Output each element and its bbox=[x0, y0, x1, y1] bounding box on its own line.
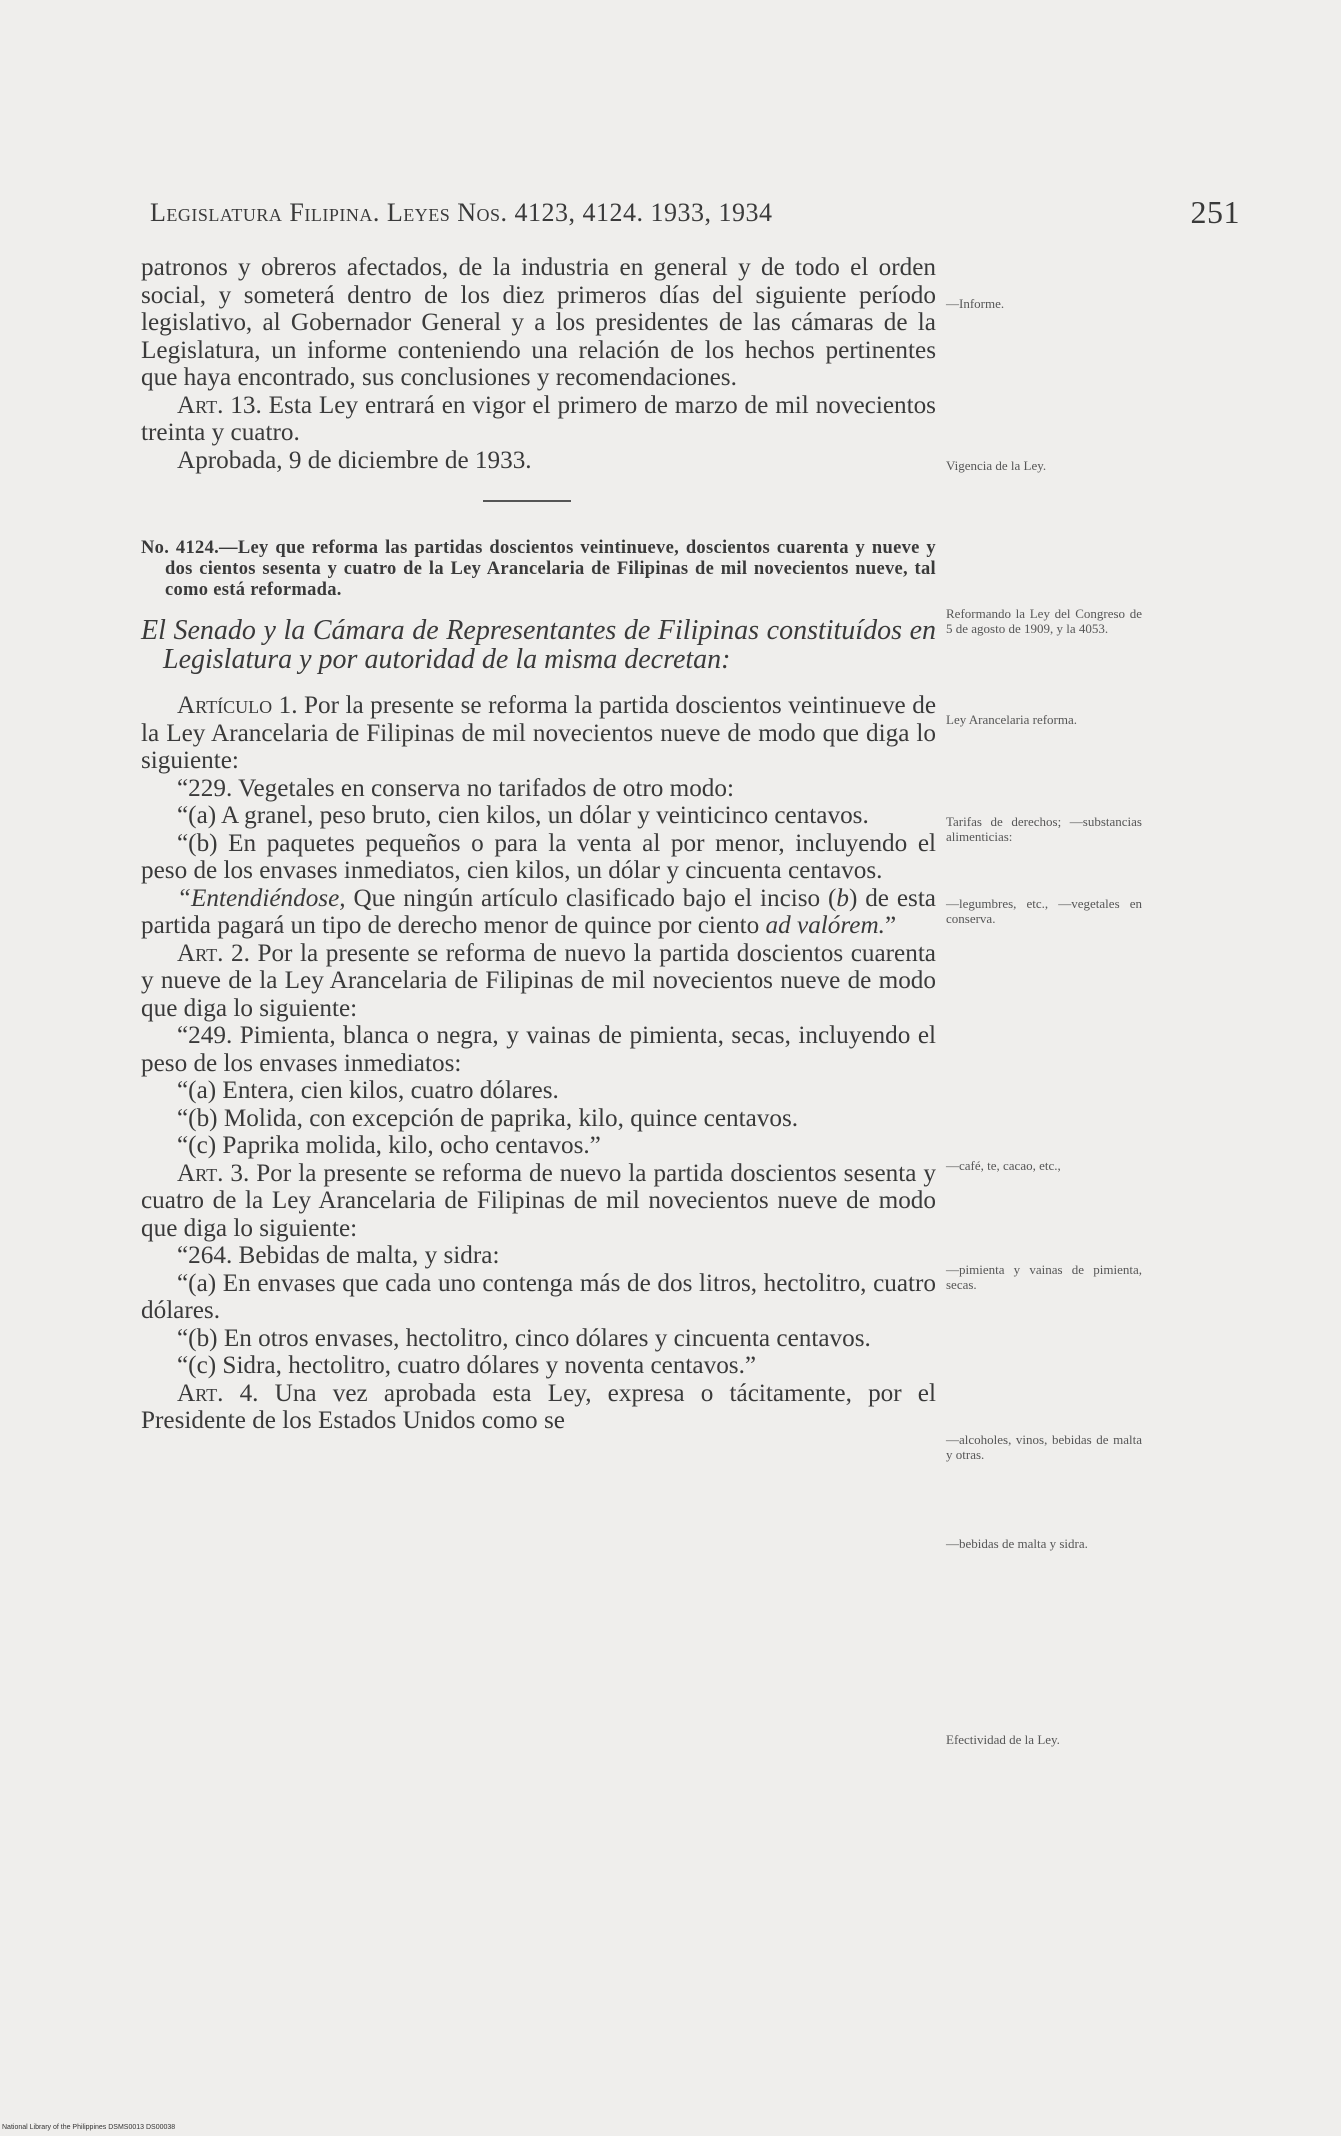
item-264-b: “(b) En otros envases, hectolitro, cinco dólares y cincuenta centavos. bbox=[177, 1324, 871, 1352]
scan-credit: National Library of the Philippines DSMS0013 DS00038 bbox=[2, 2124, 176, 2131]
article-text: Por la presente se reforma la partida doscientos veintinueve de la Ley Arancelaria de Filipinas de mil novecientos nueve de modo que diga lo siguiente: bbox=[141, 692, 936, 774]
page-number: 251 bbox=[1190, 194, 1240, 230]
article-text: Por la presente se reforma de nuevo la partida doscientos sesenta y cuatro de la Ley Arancelaria de Filipinas de mil novecientos nueve de modo que diga lo siguiente: bbox=[141, 1159, 936, 1242]
margin-note-bebidas: —bebidas de malta y sidra. bbox=[946, 1536, 1088, 1551]
margin-note-vigencia: Vigencia de la Ley. bbox=[946, 458, 1047, 473]
approval-date: Aprobada, 9 de diciembre de 1933. bbox=[177, 446, 532, 474]
proviso-latin: ad valórem. bbox=[765, 912, 885, 939]
article-label: Art. 2. bbox=[177, 939, 250, 967]
item-264-c: “(c) Sidra, hectolitro, cuatro dólares y noventa centavos.” bbox=[177, 1352, 757, 1379]
article-text: Una vez aprobada esta Ley, expresa o tácitamente, por el Presidente de los Estados Unidos como se bbox=[141, 1379, 936, 1434]
margin-note-efectividad: Efectividad de la Ley. bbox=[946, 1732, 1060, 1747]
article-2 bbox=[141, 940, 936, 1023]
article-label: Art. 13. bbox=[177, 391, 262, 419]
article-label: Art. 3. bbox=[177, 1159, 250, 1187]
article-13 bbox=[141, 392, 936, 447]
law-title: No. 4124.—Ley que reforma las partidas doscientos veintinueve, doscientos cuarenta y nueve y dos cientos sesenta y cuatro de la Ley Arancelaria de Filipinas de mil novecientos nueve, tal como está reformada. bbox=[141, 538, 936, 600]
margin-note-tarifas: Tarifas de derechos; —substancias alimenticias: bbox=[946, 814, 1142, 844]
item-249-c: “(c) Paprika molida, kilo, ocho centavos.” bbox=[177, 1132, 601, 1159]
article-text: Esta Ley entrará en vigor el primero de marzo de mil novecientos treinta y cuatro. bbox=[141, 391, 936, 446]
item-229-a: “(a) A granel, peso bruto, cien kilos, un dólar y veinticinco centavos. bbox=[177, 802, 869, 829]
margin-note-alcoholes: —alcoholes, vinos, bebidas de malta y otras. bbox=[946, 1432, 1142, 1462]
margin-note-reformando: Reformando la Ley del Congreso de 5 de agosto de 1909, y la 4053. bbox=[946, 606, 1142, 636]
running-title: Legislatura Filipina. Leyes Nos. 4123, 4124. 1933, 1934 bbox=[150, 198, 773, 227]
item-249: “249. Pimienta, blanca o negra, y vainas de pimienta, secas, incluyendo el peso de los envases inmediatos: bbox=[141, 1022, 936, 1077]
paragraph-continuation: patronos y obreros afectados, de la industria en general y de todo el orden social, y someterá dentro de los diez primeros días del siguiente período legislativo, al Gobernador General y a los presidentes de las cámaras de la Legislatura, un informe conteniendo una relación de los hechos pertinentes que haya encontrado, sus conclusiones y recomendaciones. bbox=[141, 254, 936, 391]
margin-note-legumbres: —legumbres, etc., —vegetales en conserva. bbox=[946, 896, 1142, 926]
proviso-letter: b bbox=[836, 884, 849, 912]
margin-note-informe: —Informe. bbox=[946, 296, 1005, 311]
margin-note-pimienta: —pimienta y vainas de pimienta, secas. bbox=[946, 1262, 1142, 1292]
article-text: Por la presente se reforma de nuevo la partida doscientos cuarenta y nueve de la Ley Arancelaria de Filipinas de mil novecientos nueve de modo que diga lo siguiente: bbox=[141, 939, 936, 1022]
item-264-a: “(a) En envases que cada uno contenga más de dos litros, hectolitro, cuatro dólares. bbox=[141, 1269, 936, 1324]
item-264: “264. Bebidas de malta, y sidra: bbox=[177, 1242, 500, 1269]
proviso-text: Que ningún artículo clasificado bajo el inciso ( bbox=[345, 884, 837, 912]
margin-note-cafe: —café, te, cacao, etc., bbox=[946, 1158, 1061, 1173]
article-1 bbox=[141, 692, 936, 775]
proviso-text: ) de esta partida pagará un tipo de derecho menor de quince por ciento bbox=[141, 884, 936, 939]
proviso-lead: “Entendiéndose, bbox=[177, 884, 346, 912]
proviso bbox=[141, 885, 936, 940]
item-229-b: “(b) En paquetes pequeños o para la venta al por menor, incluyendo el peso de los envases inmediatos, cien kilos, un dólar y cincuenta centavos. bbox=[141, 829, 936, 884]
item-249-b: “(b) Molida, con excepción de paprika, kilo, quince centavos. bbox=[177, 1104, 799, 1132]
article-label: Art. 4. bbox=[177, 1379, 259, 1407]
item-229: “229. Vegetales en conserva no tarifados de otro modo: bbox=[177, 774, 734, 802]
article-4 bbox=[141, 1380, 936, 1435]
article-label: Artículo 1. bbox=[177, 692, 298, 719]
margin-note-ley-arancelaria: Ley Arancelaria reforma. bbox=[946, 712, 1078, 727]
item-249-a: “(a) Entera, cien kilos, cuatro dólares. bbox=[177, 1077, 559, 1104]
article-3 bbox=[141, 1160, 936, 1243]
section-divider bbox=[483, 500, 571, 502]
enacting-clause: El Senado y la Cámara de Representantes de Filipinas constituídos en Legislatura y por autoridad de la misma decretan: bbox=[141, 615, 936, 675]
proviso-close: ” bbox=[884, 912, 897, 939]
main-text bbox=[141, 254, 936, 1435]
page-header bbox=[150, 194, 1240, 234]
